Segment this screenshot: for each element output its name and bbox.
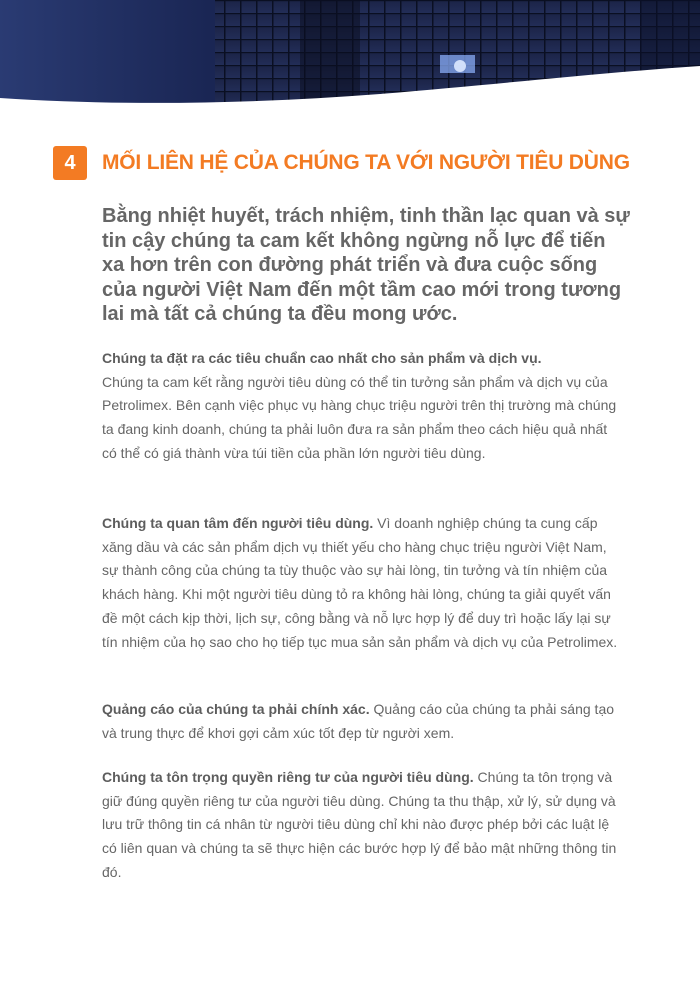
- paragraph-product-standards: [102, 347, 622, 466]
- paragraph-care-for-consumers: [102, 512, 622, 654]
- section-number-badge: 4: [53, 146, 87, 180]
- paragraph-body: Vì doanh nghiệp chúng ta cung cấp xăng dầu và các sản phẩm dịch vụ thiết yếu cho hàng chục triệu người Việt Nam, sự thành công của chúng ta tùy thuộc vào sự hài lòng, tin tưởng và tín nhiệm của khách hàng. Khi một người tiêu dùng tỏ ra không hài lòng, chúng ta giải quyết vấn đề một cách kịp thời, lịch sự, công bằng và nỗ lực hợp lý để duy trì hoặc lấy lại sự tín nhiệm của họ sao cho họ tiếp tục mua sản sản phẩm và dịch vụ của Petrolimex.: [102, 515, 618, 650]
- header-photo-banner: [0, 0, 700, 112]
- paragraph-body: Quảng cáo của chúng ta phải sáng tạo và trung thực để khơi gợi cảm xúc tốt đẹp từ người xem.: [102, 701, 615, 741]
- paragraph-heading: Quảng cáo của chúng ta phải chính xác.: [102, 701, 370, 717]
- paragraph-consumer-privacy: [102, 766, 622, 885]
- paragraph-heading: Chúng ta tôn trọng quyền riêng tư của người tiêu dùng.: [102, 769, 474, 785]
- paragraph-heading: Chúng ta quan tâm đến người tiêu dùng.: [102, 515, 374, 531]
- section-title: MỐI LIÊN HỆ CỦA CHÚNG TA VỚI NGƯỜI TIÊU DÙNG: [102, 151, 630, 174]
- paragraph-body: Chúng ta cam kết rằng người tiêu dùng có thể tin tưởng sản phẩm và dịch vụ của Petrolimex. Bên cạnh việc phục vụ hàng chục triệu người trên thị trường mà chúng ta đang kinh doanh, chúng ta phải luôn đưa ra sản phẩm theo cách hiệu quả nhất có thể có giá thành vừa túi tiền của phần lớn người tiêu dùng.: [102, 373, 617, 461]
- paragraph-body: Chúng ta tôn trọng và giữ đúng quyền riêng tư của người tiêu dùng. Chúng ta thu thập, xử lý, sử dụng và lưu trữ thông tin cá nhân từ người tiêu dùng chỉ khi nào được phép bởi các luật lệ có liên quan và chúng ta sẽ thực hiện các bước hợp lý để bảo mật những thông tin đó.: [102, 769, 617, 880]
- lead-statement: Bằng nhiệt huyết, trách nhiệm, tinh thần lạc quan và sự tin cậy chúng ta cam kết không ngừng nỗ lực để tiến xa hơn trên con đường phát triển và đưa cuộc sống của người Việt Nam đến một tầm cao mới trong tương lai mà tất cả chúng ta đều mong ước.: [102, 205, 630, 325]
- paragraph-heading: Chúng ta đặt ra các tiêu chuẩn cao nhất cho sản phẩm và dịch vụ.: [102, 350, 542, 366]
- paragraph-accurate-advertising: [102, 698, 622, 745]
